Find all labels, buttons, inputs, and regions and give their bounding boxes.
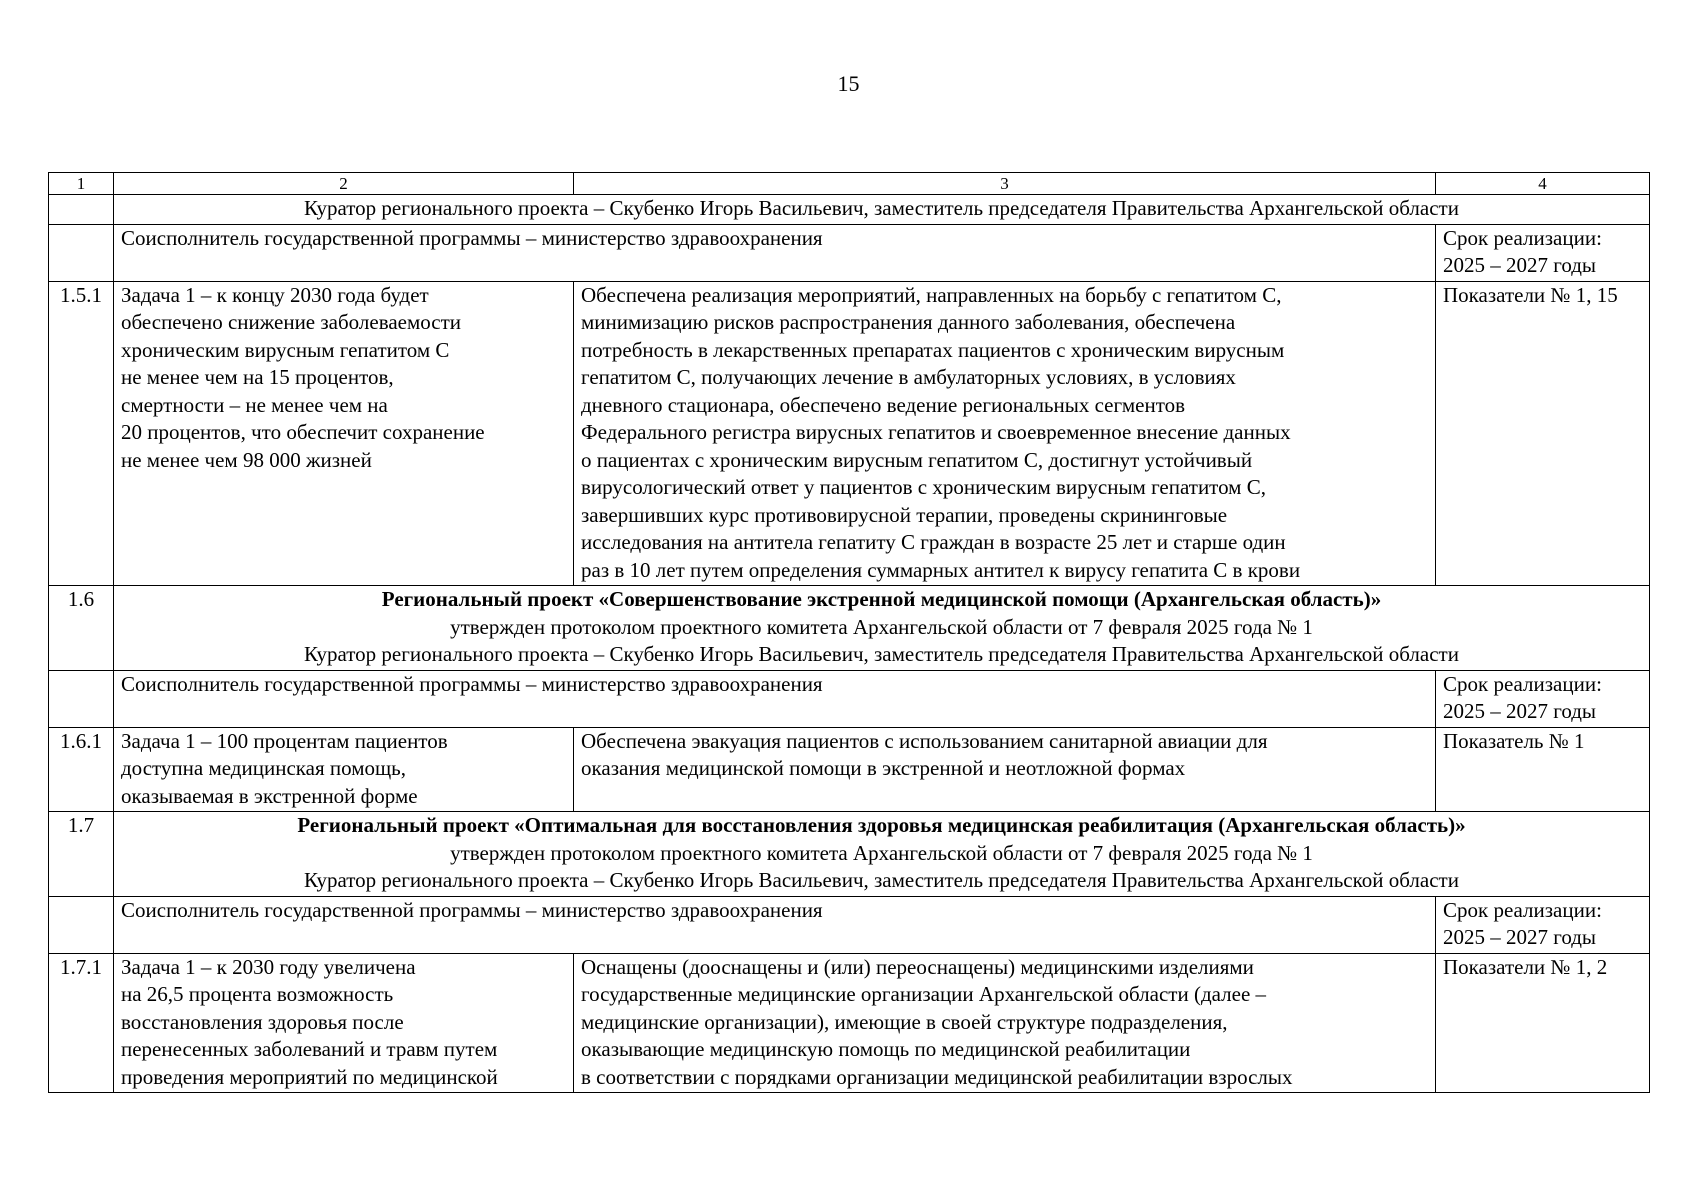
indicator-cell: Показатели № 1, 15	[1436, 281, 1650, 586]
task-line: проведения мероприятий по медицинской	[121, 1064, 498, 1089]
result-cell	[574, 281, 1436, 586]
task-row	[49, 727, 1650, 812]
result-line: раз в 10 лет путем определения суммарных антител к вирусу гепатита С в крови	[581, 557, 1301, 582]
curator-row	[49, 195, 1650, 225]
page-number: 15	[837, 71, 860, 96]
result-line: оказания медицинской помощи в экстренной и неотложной формах	[581, 756, 1186, 780]
column-number: 1	[49, 173, 114, 195]
result-line: медицинские организации), имеющие в своей структуре подразделения,	[581, 1009, 1228, 1034]
result-line: Обеспечена реализация мероприятий, направленных на борьбу с гепатитом С,	[581, 282, 1282, 307]
column-number: 4	[1436, 173, 1650, 195]
term-label: Срок реализации:	[1443, 225, 1602, 250]
term-years: 2025 – 2027 годы	[1443, 699, 1597, 723]
project-header-row	[49, 586, 1650, 671]
task-line: на 26,5 процента возможность	[121, 982, 394, 1006]
curator-text: Куратор регионального проекта – Скубенко Игорь Васильевич, заместитель председателя Правительства Архангельской области	[114, 195, 1650, 225]
task-row	[49, 281, 1650, 586]
term-years: 2025 – 2027 годы	[1443, 925, 1597, 949]
coexecutor-row	[49, 670, 1650, 727]
project-header-row	[49, 812, 1650, 897]
project-number: 1.7	[49, 812, 114, 897]
result-line: гепатитом С, получающих лечение в амбулаторных условиях, в условиях	[581, 365, 1236, 389]
result-line: Обеспечена эвакуация пациентов с использованием санитарной авиации для	[581, 728, 1268, 753]
result-line: Федерального регистра вирусных гепатитов и своевременное внесение данных	[581, 420, 1291, 444]
task-row	[49, 953, 1650, 1093]
column-number-row	[49, 173, 1650, 195]
term-cell	[1436, 896, 1650, 953]
task-line: Задача 1 – к концу 2030 года будет	[121, 282, 429, 307]
project-title: Региональный проект «Оптимальная для восстановления здоровья медицинская реабилитация (Архангельская область)»	[297, 813, 1466, 837]
task-line: Задача 1 – 100 процентам пациентов	[121, 728, 448, 753]
coexecutor-text: Соисполнитель государственной программы – министерство здравоохранения	[114, 224, 1436, 281]
task-line: хроническим вирусным гепатитом С	[121, 337, 450, 362]
task-line: обеспечено снижение заболеваемости	[121, 310, 462, 334]
result-line: потребность в лекарственных препаратах пациентов с хроническим вирусным	[581, 337, 1285, 362]
indicator-cell: Показатели № 1, 2	[1436, 953, 1650, 1093]
coexecutor-row	[49, 896, 1650, 953]
indicator-cell: Показатель № 1	[1436, 727, 1650, 812]
row-number: 1.6.1	[49, 727, 114, 812]
result-line: исследования на антитела гепатиту С граждан в возрасте 25 лет и старше один	[581, 530, 1286, 554]
column-number: 2	[114, 173, 574, 195]
row-number: 1.7.1	[49, 953, 114, 1093]
task-line: перенесенных заболеваний и травм путем	[121, 1037, 498, 1061]
coexecutor-row	[49, 224, 1650, 281]
project-header	[114, 586, 1650, 671]
task-line: восстановления здоровья после	[121, 1009, 404, 1034]
project-number: 1.6	[49, 586, 114, 671]
row-number: 1.5.1	[49, 281, 114, 586]
task-line: не менее чем 98 000 жизней	[121, 447, 372, 472]
coexecutor-text: Соисполнитель государственной программы – министерство здравоохранения	[114, 896, 1436, 953]
project-approval: утвержден протоколом проектного комитета Архангельской области от 7 февраля 2025 года № 1	[450, 614, 1313, 639]
task-line: Задача 1 – к 2030 году увеличена	[121, 954, 416, 979]
task-cell	[114, 953, 574, 1093]
result-line: завершивших курс противовирусной терапии, проведены скрининговые	[581, 502, 1228, 527]
result-line: вирусологический ответ у пациентов с хроническим вирусным гепатитом С,	[581, 475, 1266, 499]
result-line: о пациентах с хроническим вирусным гепатитом С, достигнут устойчивый	[581, 447, 1253, 472]
task-line: 20 процентов, что обеспечит сохранение	[121, 420, 485, 444]
term-cell	[1436, 670, 1650, 727]
task-line: смертности – не менее чем на	[121, 392, 388, 417]
task-line: не менее чем на 15 процентов,	[121, 365, 394, 389]
project-curator: Куратор регионального проекта – Скубенко Игорь Васильевич, заместитель председателя Правительства Архангельской области	[304, 642, 1459, 666]
program-table	[48, 172, 1650, 1093]
result-line: дневного стационара, обеспечено ведение региональных сегментов	[581, 392, 1186, 417]
result-line: государственные медицинские организации Архангельской области (далее –	[581, 982, 1267, 1006]
term-years: 2025 – 2027 годы	[1443, 253, 1597, 277]
column-number: 3	[574, 173, 1436, 195]
task-line: оказываемая в экстренной форме	[121, 783, 418, 808]
project-header	[114, 812, 1650, 897]
result-line: Оснащены (дооснащены и (или) переоснащены) медицинскими изделиями	[581, 954, 1254, 979]
task-cell	[114, 727, 574, 812]
result-cell	[574, 953, 1436, 1093]
coexecutor-text: Соисполнитель государственной программы – министерство здравоохранения	[114, 670, 1436, 727]
term-label: Срок реализации:	[1443, 671, 1602, 696]
task-cell	[114, 281, 574, 586]
term-label: Срок реализации:	[1443, 897, 1602, 922]
term-cell	[1436, 224, 1650, 281]
result-line: в соответствии с порядками организации медицинской реабилитации взрослых	[581, 1064, 1293, 1089]
result-line: минимизацию рисков распространения данного заболевания, обеспечена	[581, 310, 1236, 334]
result-cell	[574, 727, 1436, 812]
task-line: доступна медицинская помощь,	[121, 756, 407, 780]
project-curator: Куратор регионального проекта – Скубенко Игорь Васильевич, заместитель председателя Правительства Архангельской области	[304, 868, 1459, 892]
project-approval: утвержден протоколом проектного комитета Архангельской области от 7 февраля 2025 года № 1	[450, 840, 1313, 865]
project-title: Региональный проект «Совершенствование экстренной медицинской помощи (Архангельская область)»	[381, 587, 1382, 611]
result-line: оказывающие медицинскую помощь по медицинской реабилитации	[581, 1037, 1191, 1061]
